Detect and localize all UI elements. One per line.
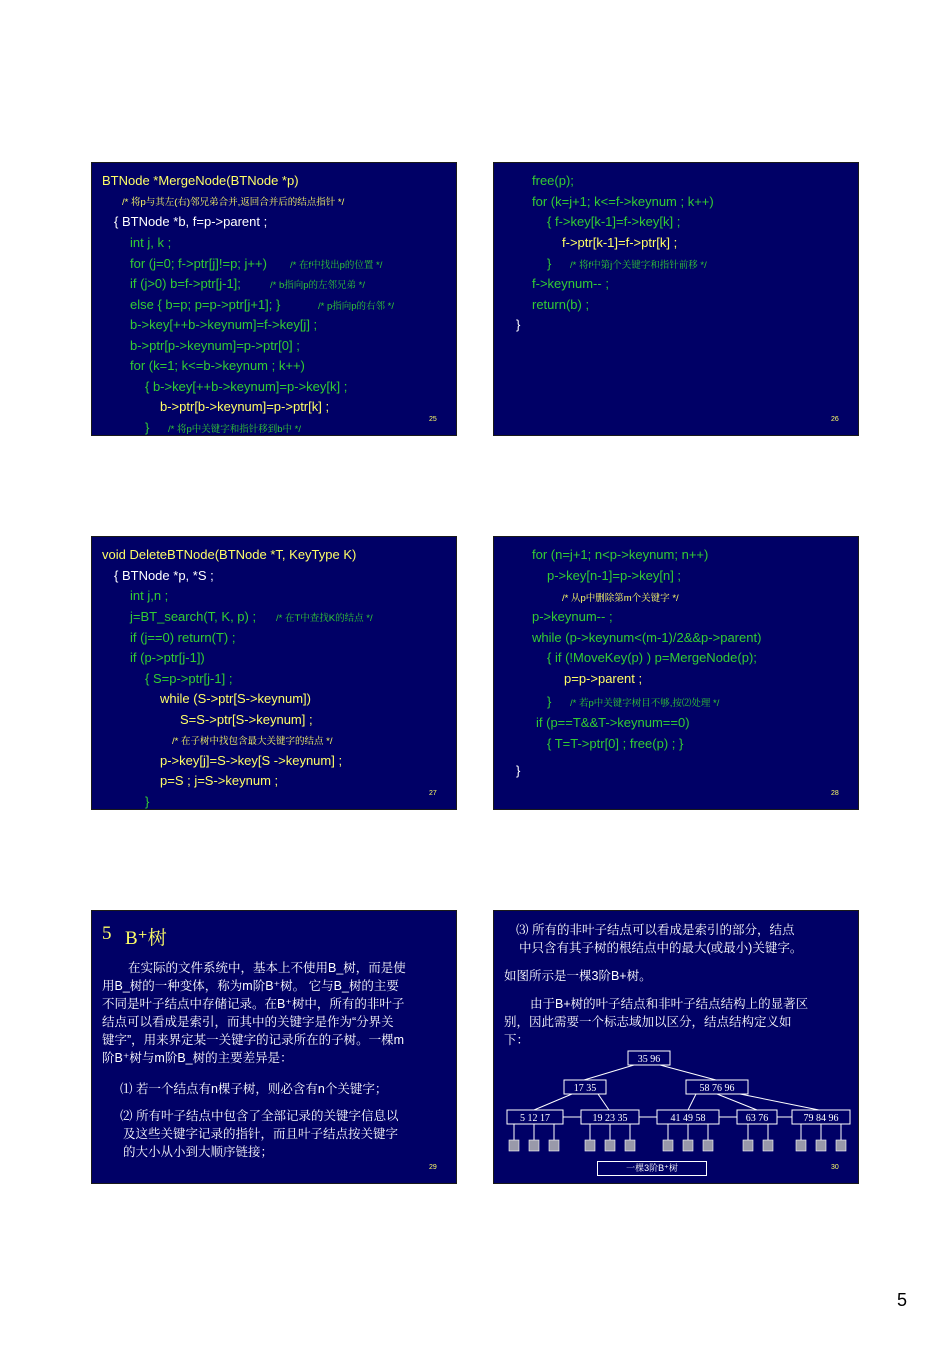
code-line: if (p==T&&T->keynum==0) — [536, 715, 690, 730]
para-line: 别，因此需要一个标志域加以区分，结点结构定义如 — [504, 1015, 792, 1029]
code-line: { BTNode *b, f=p->parent ; — [114, 214, 268, 229]
tree-node-label: 5 12 17 — [520, 1113, 550, 1124]
para-line: 由于B+树的叶子结点和非叶子结点结构上的显著区 — [530, 997, 809, 1011]
slide-27 — [91, 536, 457, 810]
code-line: BTNode *MergeNode(BTNode *p) — [102, 173, 299, 188]
code-line: } — [145, 794, 150, 809]
slide-25 — [91, 162, 457, 436]
record-box — [743, 1140, 753, 1151]
code-line: { S=p->ptr[j-1] ; — [145, 671, 233, 686]
code-line: p=S ; j=S->keynum ; — [160, 773, 279, 788]
code-line: b->key[++b->keynum]=f->key[j] ; — [130, 317, 318, 332]
slide-number: 30 — [831, 1164, 839, 1171]
tree-edge — [660, 1065, 716, 1080]
tree-node-label: 35 96 — [637, 1054, 661, 1065]
code-line: p->keynum-- ; — [532, 609, 613, 624]
para-line: 键字”，用来界定某一关键字的记录所在的子树。一棵m — [102, 1033, 405, 1047]
para-line: 阶B⁺树与m阶B_树的主要差异是： — [102, 1051, 293, 1065]
slide-number: 27 — [429, 790, 437, 797]
item-line: ⑵ 所有叶子结点中包含了全部记录的关键字信息以 — [120, 1109, 399, 1123]
slide-number: 25 — [429, 416, 437, 423]
item-line: 及这些关键字记录的指针，而且叶子结点按关键字 — [123, 1127, 399, 1141]
tree-edge — [534, 1094, 572, 1110]
record-box — [605, 1140, 615, 1151]
bplus-tree-diagram — [494, 911, 859, 1184]
slide-29 — [91, 910, 457, 1184]
code-comment: /* 在f中找出p的位置 */ — [290, 260, 383, 271]
para-line: 不同是叶子结点中存储记录。在B⁺树中，所有的非叶子 — [102, 997, 405, 1011]
code-line: if (j>0) b=f->ptr[j-1]; — [130, 276, 241, 291]
tree-edge — [584, 1065, 634, 1080]
code-line: { T=T->ptr[0] ; free(p) ; } — [547, 736, 684, 751]
code-line: for (k=1; k<=b->keynum ; k++) — [130, 358, 305, 373]
code-comment: /* 从p中删除第m个关键字 */ — [562, 593, 679, 604]
code-line: while (S->ptr[S->keynum]) — [160, 691, 311, 706]
item-1: ⑴ 若一个结点有n棵子树，则必含有n个关键字； — [120, 1082, 388, 1096]
record-box — [663, 1140, 673, 1151]
code-line: while (p->keynum<(m-1)/2&&p->parent) — [532, 630, 762, 645]
code-line: for (j=0; f->ptr[j]!=p; j++) — [130, 256, 267, 271]
para-line: 结点可以看成是索引，而其中的关键字是作为“分界关 — [102, 1015, 394, 1029]
code-line: } — [547, 256, 552, 271]
slide-number: 26 — [831, 416, 839, 423]
tree-node-label: 79 84 96 — [803, 1113, 839, 1124]
record-box — [549, 1140, 559, 1151]
code-line: b->ptr[p->keynum]=p->ptr[0] ; — [130, 338, 300, 353]
code-line: int j, k ; — [130, 235, 172, 250]
code-line: f->keynum-- ; — [532, 276, 609, 291]
item-line: 中只含有其子树的根结点中的最大(或最小)关键字。 — [519, 941, 803, 955]
code-line: b->ptr[b->keynum]=p->ptr[k] ; — [160, 399, 330, 414]
tree-edge — [598, 1094, 609, 1110]
code-line: S=S->ptr[S->keynum] ; — [180, 712, 313, 727]
code-line: } — [516, 763, 521, 778]
record-box — [585, 1140, 595, 1151]
tree-node-label: 63 76 — [745, 1113, 769, 1124]
record-box — [836, 1140, 846, 1151]
diagram-caption: 一棵3阶B⁺树 — [597, 1161, 707, 1176]
record-box — [796, 1140, 806, 1151]
code-line: for (k=j+1; k<=f->keynum ; k++) — [532, 194, 714, 209]
item-line: 的大小从小到大顺序链接； — [123, 1145, 274, 1159]
tree-node-label: 58 76 96 — [699, 1083, 735, 1094]
tree-edge — [688, 1094, 696, 1110]
record-box — [703, 1140, 713, 1151]
code-line: return(b) ; — [532, 297, 590, 312]
tree-node-label: 41 49 58 — [670, 1113, 706, 1124]
item-2 — [120, 1107, 398, 1161]
para-line: 在实际的文件系统中，基本上不使用B_树，而是使 — [128, 961, 406, 975]
code-line: f->ptr[k-1]=f->ptr[k] ; — [562, 235, 678, 250]
code-comment: /* 将p中关键字和指针移到b中 */ — [168, 424, 302, 435]
code-line: int j,n ; — [130, 588, 169, 603]
code-comment: /* 将f中第j个关键字和指针前移 */ — [570, 260, 707, 271]
code-comment: /* 在T中查找K的结点 */ — [276, 613, 373, 624]
example-line: 如图所示是一棵3阶B+树。 — [504, 969, 652, 983]
record-box — [529, 1140, 539, 1151]
record-box — [816, 1140, 826, 1151]
para-line: 下： — [504, 1033, 530, 1047]
code-comment: /* b指向p的左邻兄弟 */ — [270, 280, 366, 291]
code-line: p=p->parent ; — [564, 671, 643, 686]
code-line: } — [516, 317, 521, 332]
page-number: 5 — [897, 1290, 908, 1310]
code-line: void DeleteBTNode(BTNode *T, KeyType K) — [102, 547, 357, 562]
code-line: j=BT_search(T, K, p) ; — [130, 609, 257, 624]
record-box — [763, 1140, 773, 1151]
tree-node-label: 17 35 — [573, 1083, 597, 1094]
record-box — [509, 1140, 519, 1151]
slide-number: 29 — [429, 1164, 437, 1171]
code-line: } — [145, 420, 150, 435]
section-number: 5 — [102, 923, 112, 944]
record-box — [625, 1140, 635, 1151]
code-comment: /* p指向p的右邻 */ — [318, 301, 395, 312]
slide-26 — [493, 162, 859, 436]
slide-30 — [493, 910, 859, 1184]
intro-paragraph — [102, 959, 450, 1067]
code-line: { if (!MoveKey(p) ) p=MergeNode(p); — [547, 650, 757, 665]
slide-28 — [493, 536, 859, 810]
code-line: if (j==0) return(T) ; — [130, 630, 236, 645]
code-line: { f->key[k-1]=f->key[k] ; — [547, 214, 681, 229]
code-line: { b->key[++b->keynum]=p->key[k] ; — [145, 379, 348, 394]
code-line: for (n=j+1; n<p->keynum; n++) — [532, 547, 709, 562]
code-line: if (p->ptr[j-1]) — [130, 650, 205, 665]
code-comment: /* 若p中关键字树目不够,按⑵处理 */ — [570, 698, 720, 709]
code-line: { BTNode *p, *S ; — [114, 568, 214, 583]
code-comment: /* 在子树中找包含最大关键字的结点 */ — [172, 736, 333, 747]
code-line: p->key[j]=S->key[S ->keynum] ; — [160, 753, 343, 768]
record-box — [683, 1140, 693, 1151]
code-comment: /* 将p与其左(右)邻兄弟合并,返回合并后的结点指针 */ — [122, 197, 345, 208]
item-line: ⑶ 所有的非叶子结点可以看成是索引的部分，结点 — [516, 923, 795, 937]
section-title: B⁺树 — [125, 928, 167, 949]
para-line: 用B_树的一种变体，称为m阶B⁺树。 它与B_树的主要 — [102, 979, 399, 993]
code-line: free(p); — [532, 173, 574, 188]
code-line: p->key[n-1]=p->key[n] ; — [547, 568, 682, 583]
tree-node-label: 19 23 35 — [592, 1113, 628, 1124]
slide-number: 28 — [831, 790, 839, 797]
code-line: } — [547, 694, 552, 709]
code-line: else { b=p; p=p->ptr[j+1]; } — [130, 297, 281, 312]
